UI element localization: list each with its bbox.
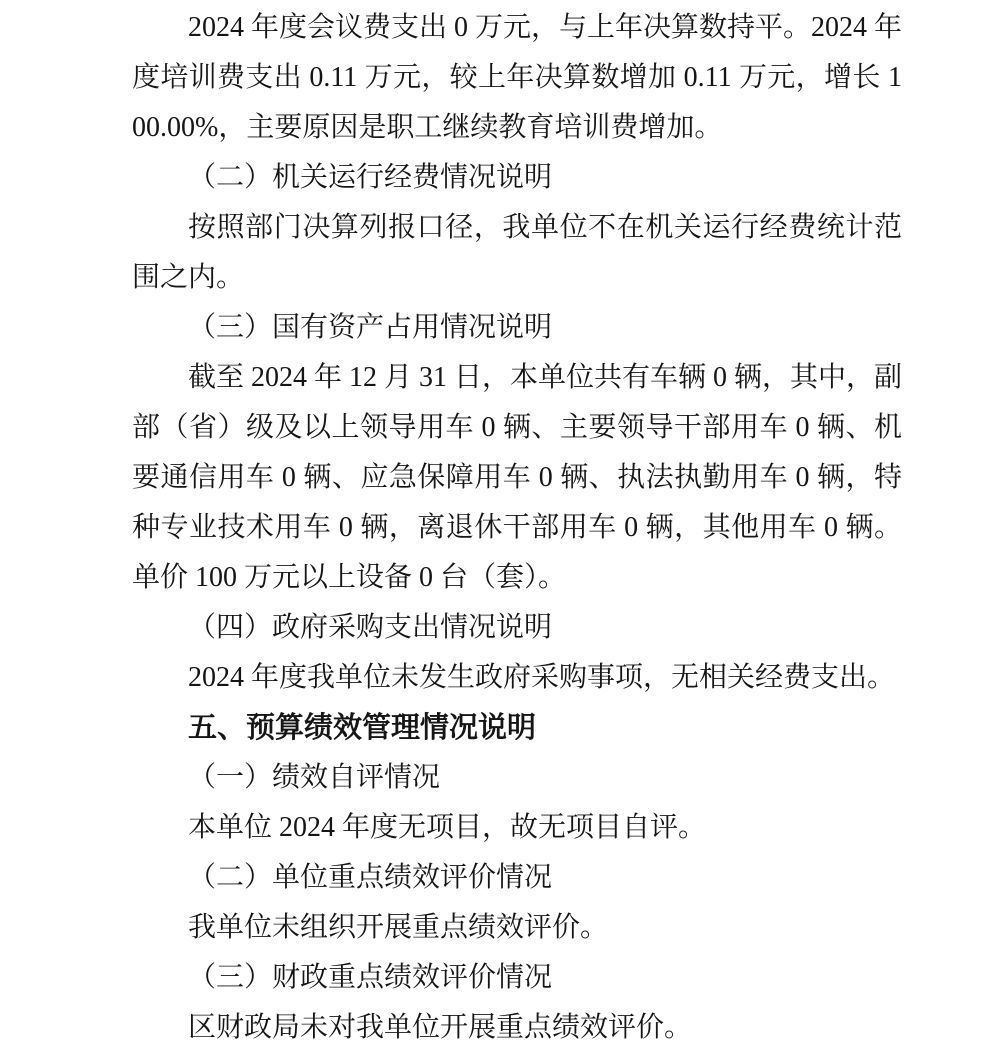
section-heading: 五、预算绩效管理情况说明 [188, 712, 537, 744]
paragraph: 本单位 2024 年度无项目，故无项目自评。 [188, 812, 707, 843]
subsection-heading: （二）机关运行经费情况说明 [188, 162, 553, 193]
paragraph: 我单位未组织开展重点绩效评价。 [188, 912, 609, 943]
subsection-heading: （三）国有资产占用情况说明 [188, 312, 553, 343]
subsection-heading: （三）财政重点绩效评价情况 [188, 962, 553, 993]
paragraph: 2024 年度会议费支出 0 万元，与上年决算数持平。2024 年度培训费支出 0.11 万元，较上年决算数增加 0.11 万元，增长 100.00%，主要原因是职工继续教育培训费增加。 [132, 12, 903, 143]
subsection-heading: （一）绩效自评情况 [188, 762, 441, 793]
subsection-heading: （二）单位重点绩效评价情况 [188, 862, 553, 893]
paragraph: 截至 2024 年 12 月 31 日，本单位共有车辆 0 辆，其中，副部（省）级及以上领导用车 0 辆、主要领导干部用车 0 辆、机要通信用车 0 辆、应急保障用车 0 辆、执法执勤用车 0 辆，特种专业技术用车 0 辆，离退休干部用车 0 辆，其他用车 0 辆。单价 100 万元以上设备 0 台（套）。 [132, 362, 903, 593]
subsection-heading: （四）政府采购支出情况说明 [188, 612, 553, 643]
paragraph: 按照部门决算列报口径，我单位不在机关运行经费统计范围之内。 [132, 212, 902, 293]
paragraph: 区财政局未对我单位开展重点绩效评价。 [188, 1012, 693, 1043]
document-body [132, 0, 902, 1053]
paragraph: 2024 年度我单位未发生政府采购事项，无相关经费支出。 [188, 662, 896, 693]
